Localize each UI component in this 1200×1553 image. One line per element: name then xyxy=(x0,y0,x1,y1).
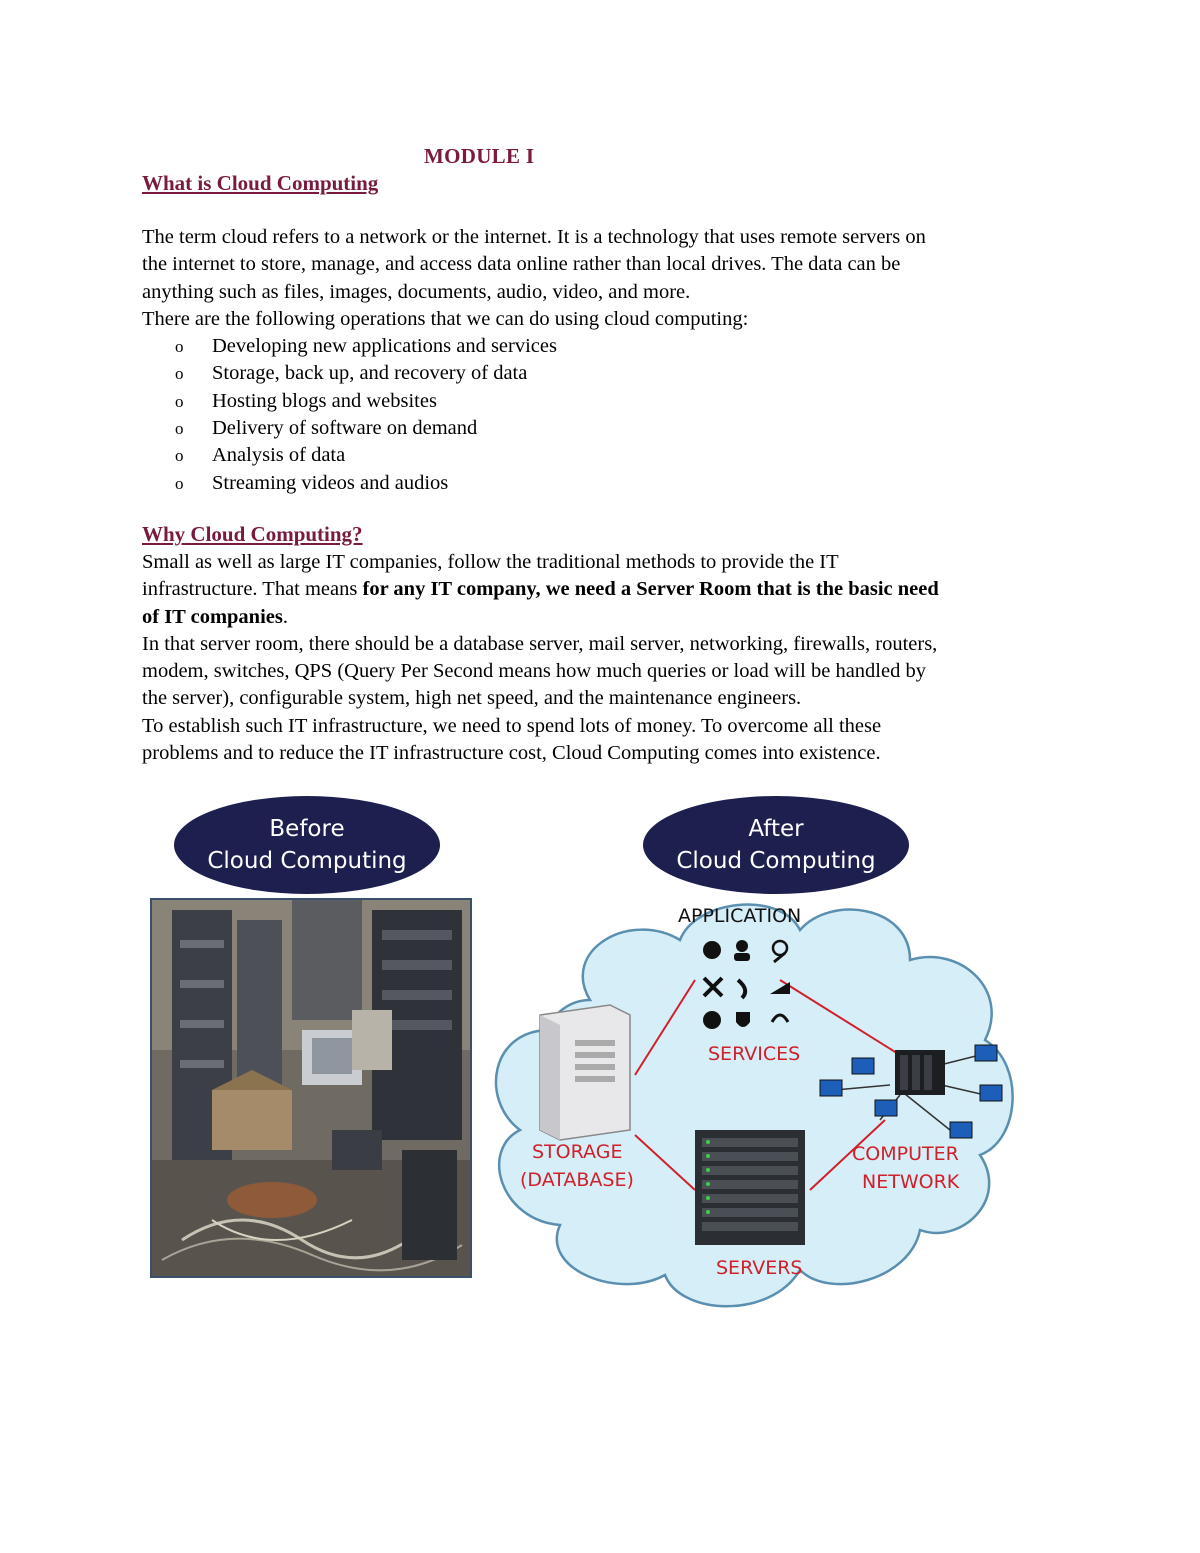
bullet-marker: o xyxy=(175,364,184,384)
server-room-photo xyxy=(150,898,472,1278)
services-label: SERVICES xyxy=(708,1043,801,1065)
paragraph-line: anything such as files, images, documents, audio, video, and more. xyxy=(142,280,691,303)
operations-list xyxy=(142,333,1072,497)
list-item xyxy=(142,470,1072,497)
computer-label: COMPUTER xyxy=(852,1143,959,1165)
text-run: . xyxy=(282,605,288,628)
list-item-text: Streaming videos and audios xyxy=(212,471,449,494)
server-rack-icon xyxy=(695,1130,805,1245)
bullet-marker: o xyxy=(175,391,184,411)
network-label: NETWORK xyxy=(862,1171,960,1193)
module-title: MODULE I xyxy=(424,144,535,168)
oval-label-line: After xyxy=(748,816,804,842)
paragraph-line: modem, switches, QPS (Query Per Second means how much queries or load will be handled by xyxy=(142,660,926,683)
list-item xyxy=(142,415,1072,442)
paragraph-line: In that server room, there should be a database server, mail server, networking, firewalls, routers, xyxy=(142,632,938,655)
bold-text: of IT companies xyxy=(142,605,283,628)
paragraph-line xyxy=(142,576,1072,603)
after-cloud-oval xyxy=(643,796,909,894)
bullet-marker: o xyxy=(175,337,184,357)
list-item xyxy=(142,388,1072,415)
bullet-marker: o xyxy=(175,419,184,439)
servers-label: SERVERS xyxy=(716,1257,803,1279)
cloud-diagram xyxy=(480,890,1025,1330)
list-item-text: Analysis of data xyxy=(212,444,346,467)
oval-label-line: Before xyxy=(269,816,345,842)
support-icon xyxy=(703,1011,721,1029)
user-body-icon xyxy=(734,953,750,961)
database-label: (DATABASE) xyxy=(520,1169,634,1191)
paragraph-line: The term cloud refers to a network or the internet. It is a technology that uses remote servers on xyxy=(142,226,926,248)
list-item xyxy=(142,333,1072,360)
cloud-diagram-svg xyxy=(480,890,1025,1330)
list-item xyxy=(142,442,1072,469)
paragraph-line: problems and to reduce the IT infrastructure cost, Cloud Computing comes into existence. xyxy=(142,742,881,765)
paragraph-line: the server), configurable system, high net speed, and the maintenance engineers. xyxy=(142,687,802,710)
paragraph-line: To establish such IT infrastructure, we need to spend lots of money. To overcome all these xyxy=(142,714,882,737)
gear-icon xyxy=(703,941,721,959)
bullet-marker: o xyxy=(175,446,184,466)
list-item-text: Developing new applications and services xyxy=(212,335,557,358)
before-cloud-oval xyxy=(174,796,440,894)
section1-body xyxy=(142,224,1072,497)
paragraph-line: Small as well as large IT companies, follow the traditional methods to provide the IT xyxy=(142,551,839,573)
storage-label: STORAGE xyxy=(532,1141,623,1163)
list-item-text: Storage, back up, and recovery of data xyxy=(212,362,528,385)
bullet-marker: o xyxy=(175,473,184,493)
server-room-illustration xyxy=(152,900,470,1276)
application-label: APPLICATION xyxy=(678,905,802,927)
section-heading-what-is-cloud: What is Cloud Computing xyxy=(142,171,379,195)
user-icon xyxy=(736,940,748,952)
oval-label-line: Cloud Computing xyxy=(207,848,407,874)
list-item-text: Delivery of software on demand xyxy=(212,417,478,440)
paragraph-line xyxy=(142,604,1072,631)
operations-intro: There are the following operations that we can do using cloud computing: xyxy=(142,307,749,330)
oval-label-line: Cloud Computing xyxy=(676,848,876,874)
list-item xyxy=(142,360,1072,387)
list-item-text: Hosting blogs and websites xyxy=(212,389,437,412)
section-heading-why-cloud: Why Cloud Computing? xyxy=(142,522,363,546)
text-run: infrastructure. That means xyxy=(142,578,363,601)
section2-body xyxy=(142,549,1072,767)
storage-server-icon xyxy=(540,1005,630,1140)
paragraph-line: the internet to store, manage, and access data online rather than local drives. The data can be xyxy=(142,253,901,276)
bold-text: for any IT company, we need a Server Room that is the basic need xyxy=(362,578,939,601)
